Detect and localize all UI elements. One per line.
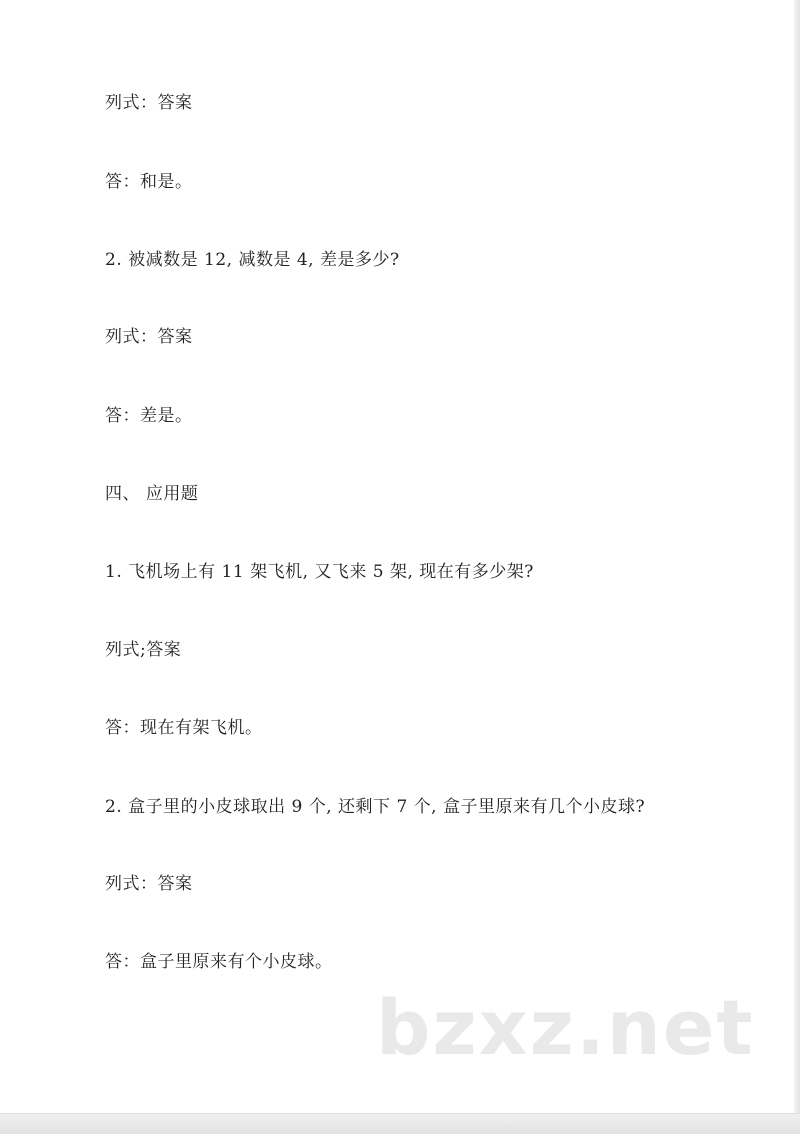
page-bottom-bar <box>0 1113 800 1134</box>
answer-line: 答：盒子里原来有个小皮球。 <box>105 952 333 972</box>
question-line: 2. 被减数是 12, 减数是 4, 差是多少? <box>105 250 400 270</box>
formula-line: 列式：答案 <box>105 874 193 894</box>
page-edge-shadow <box>794 0 800 1134</box>
question-line: 2. 盒子里的小皮球取出 9 个, 还剩下 7 个, 盒子里原来有几个小皮球? <box>105 797 646 817</box>
answer-line: 答：差是。 <box>105 406 193 426</box>
section-heading: 四、 应用题 <box>105 484 199 504</box>
answer-line: 答：现在有架飞机。 <box>105 718 263 738</box>
answer-line: 答：和是。 <box>105 172 193 192</box>
formula-line: 列式;答案 <box>105 640 182 660</box>
question-line: 1. 飞机场上有 11 架飞机, 又飞来 5 架, 现在有多少架? <box>105 562 534 582</box>
watermark: bzxz.net <box>376 983 755 1072</box>
formula-line: 列式：答案 <box>105 327 193 347</box>
formula-line: 列式：答案 <box>105 93 193 113</box>
